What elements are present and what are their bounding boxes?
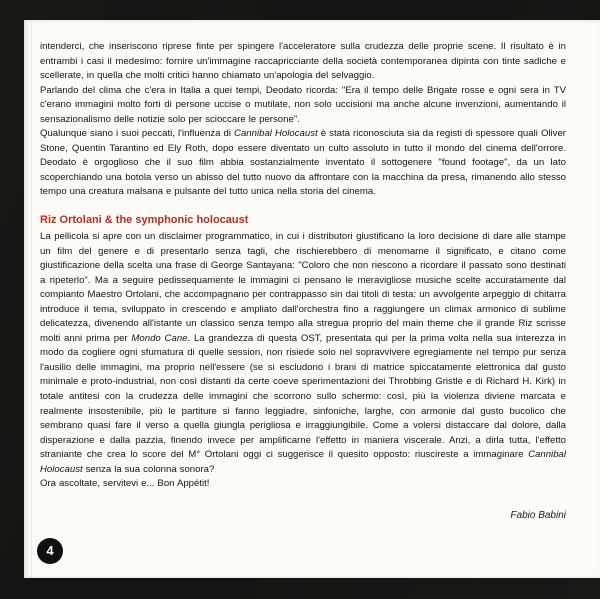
page-number-badge xyxy=(37,538,63,564)
section-heading: Riz Ortolani & the symphonic holocaust xyxy=(40,214,249,227)
paragraph: Ora ascoltate, servitevi e... Bon Appétit! xyxy=(40,478,210,490)
paragraph: Parlando del clima che c'era in Italia a quei tempi, Deodato ricorda: "Era il tempo delle Brigate rosse e ogni sera in TV c'erano immagini molto forti di persone uccise o mutilate, non solo uccisioni ma anche alcune invenzioni, aumentando il sensazionalismo delle notizie solo per scioccare le persone". xyxy=(40,84,566,125)
paragraph: Qualunque siano i suoi peccati, l'influenza di Cannibal Holocaust è stata riconosciuta sia da registi di spessore quali Oliver Stone, Quentin Tarantino ed Ely Roth, dopo essere diventato un culto assoluto in tutto il mondo del cinema dell'orrore. Deodato è orgoglioso che il suo film abbia sostanzialmente inventato il sottogenere "found footage", da un lato scoperchiando una botola verso un abisso del tutto nuovo da affrontare con la macchina da presa, rimanendo allo stesso tempo una creatura malsana e pulsante del tutto unica nella storia del cinema. xyxy=(40,128,566,198)
author-signature: Fabio Babini xyxy=(510,509,566,521)
booklet-page xyxy=(24,20,600,578)
paragraph: La pellicola si apre con un disclaimer programmatico, in cui i distributori giustificano la loro decisione di dare alle stampe un film del genere e di presentarlo senza tagli, che rischierebbero di menomarne il significato, e citano come giustificazione della scelta una frase di George Santayana: "Coloro che non riescono a ricordare il passato sono destinati a ripeterlo". Ma a seguire pedissequamente le immagini ci pensano le meravigliose musiche scelte accuratamente dal compianto Maestro Ortolani, che accompagnano per contrappasso sin dai titoli di testa: un avvolgente arpeggio di chitarra introduce il tema, sviluppato in crescendo e ampliato dall'orchestra fino a raggiungere un climax armonico di sublime delicatezza, divenendo all'istante un classico senza tempo alla stregua proprio del main theme che il grande Riz scrisse molti anni prima per Mondo Cane. La grandezza di questa OST, presentata qui per la prima volta nella sua interezza in modo da cogliere ogni sfumatura di quelle session, non risiede solo nel sopravvivere egregiamente nel tempo pur senza l'ausilio delle immagini, ma proprio nell'essere (se si escludono i brani di matrice spiccatamente elettronica dal gusto minimale e proto-industrial, non così distanti da certe coeve sperimentazioni dei Throbbing Gristle e di Richard H. Kirk) in totale antitesi con la crudezza delle immagini che scorrono sullo schermo: così, più la violenza diviene marcata e realmente insostenibile, più le partiture si fanno leggiadre, sinfoniche, larghe, con armonie dal gusto bucolico che sembrano quasi fare il verso a quella giungla perigliosa e irraggiungibile. Come a volersi distaccare dal dolore, dalla disperazione e dalla pazzia, finendo invece per amplificarne l'effetto in maniera viscerale. Anzi, a dirla tutta, l'effetto straniante che crea lo score del M° Ortolani oggi ci suggerisce il quesito opposto: riuscireste a immaginare Cannibal Holocaust senza la sua colonna sonora? xyxy=(40,231,566,475)
intro-paragraphs xyxy=(40,40,566,200)
scan-crease xyxy=(31,20,32,578)
page-number: 4 xyxy=(46,543,54,558)
paragraph: intenderci, che inseriscono riprese finte per spingere l'acceleratore sulla crudezza delle proprie scene. Il risultato è in entrambi i casi il medesimo: fornire un'immagine raccapricciante della società contemporanea dipinta con tinte sadiche e scellerate, in quella che molti critici hanno chiamato un'apologia del selvaggio. xyxy=(40,41,566,82)
body-paragraphs xyxy=(40,230,566,492)
page-content xyxy=(40,40,566,523)
